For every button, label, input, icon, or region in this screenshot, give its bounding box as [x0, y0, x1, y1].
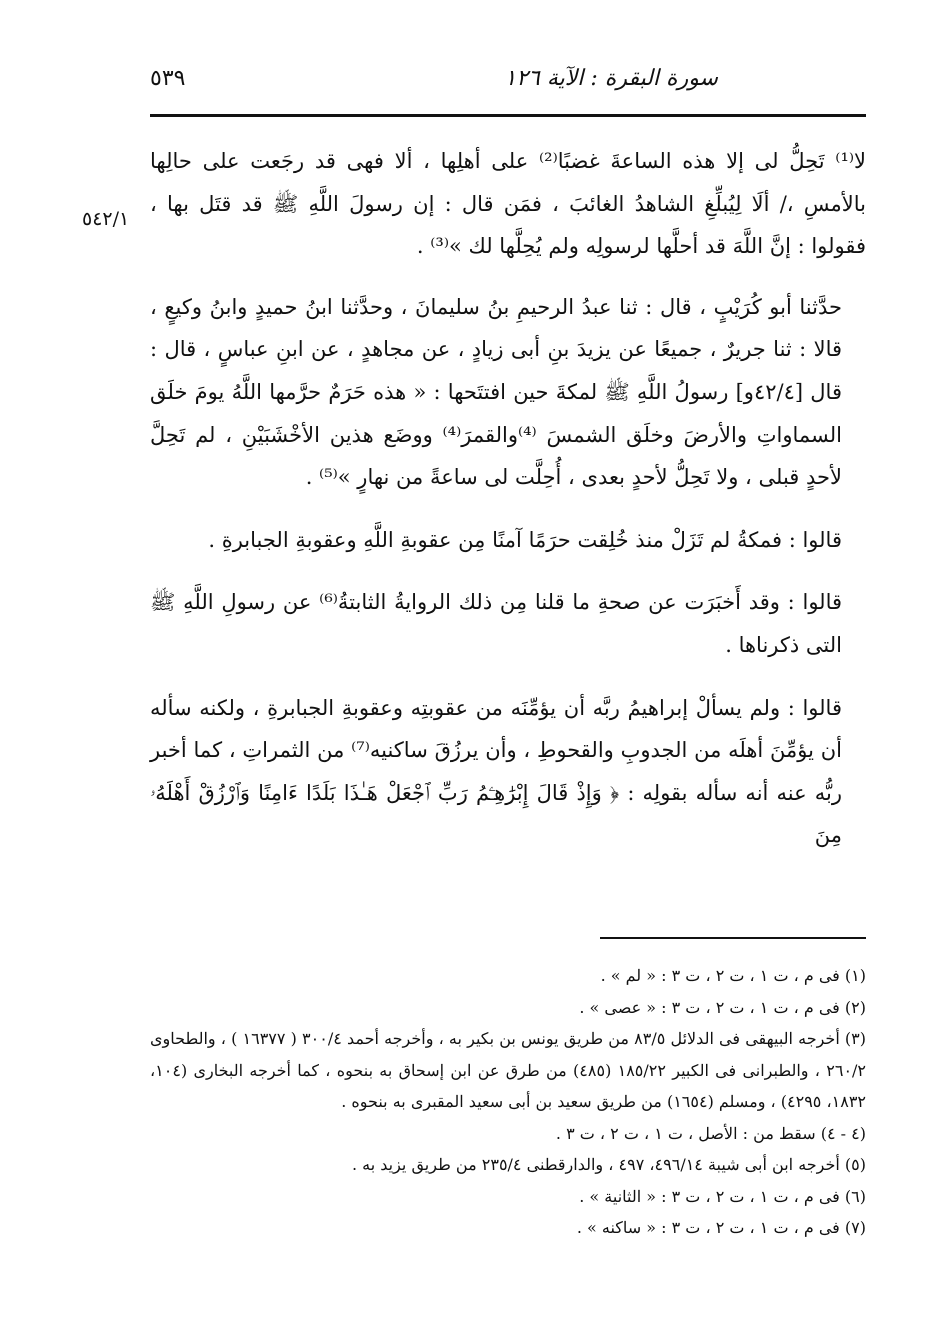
paragraph-3: قالوا : فمكةُ لم تَزَلْ منذ خُلِقت حرَمًا آمنًا مِن عقوبةِ اللَّهِ وعقوبةِ الجبابرةِ . — [208, 527, 842, 552]
footnote-7: (٧) فى م ، ت ١ ، ت ٢ ، ت ٣ : « ساكنه » . — [576, 1218, 866, 1237]
footnote-3: (٣) أخرجه البيهقى فى الدلائل ٨٣/٥ من طريق يونس بن بكير به ، وأخرجه أحمد ٣٠٠/٤ ( ١٦٣٧٧ ) ، والطحاوى ٢٦٠/٢ ، والطبرانى فى الكبير ١٨٥/٢٢ (٤٨٥) من طرق عن ابن إسحاق به بنحوه ، كما أخرجه البخارى (١٠٤، ١٨٣٢، ٤٢٩٥) ، ومسلم (١٦٥٤) من طريق سعيد بن أبى سعيد المقبرى به بنحوه . — [150, 1029, 867, 1111]
paragraph-2: حدَّثنا أبو كُرَيْبٍ ، قال : ثنا عبدُ الرحيمِ بنُ سليمانَ ، وحدَّثنا ابنُ حميدٍ وابنُ وكيعٍ ، قالا : ثنا جريرٌ ، جميعًا عن يزيدَ بنِ أبى زيادٍ ، عن مجاهدٍ ، عن ابنِ عباسٍ ، قال : قال [٤٢/٤و] رسولُ اللَّهِ ﷺ لمكةَ حين افتتَحها : « هذه حَرَمٌ حرَّمها اللَّهُ يومَ خلَق السماواتِ والأرضَ وخلَق الشمسَ ⁽⁴⁾والقمرَ⁽⁴⁾ ووضَع هذين الأخْشَبَيْنِ ، لم تَحِلَّ لأحدٍ قبلى ، ولا تَحِلُّ لأحدٍ بعدى ، أُحِلَّت لى ساعةً من نهارٍ »⁽⁵⁾ . — [150, 294, 843, 490]
footnote-4: (٤ - ٤) سقط من : الأصل ، ت ١ ، ت ٢ ، ت ٣ . — [555, 1123, 866, 1143]
main-text — [150, 140, 866, 877]
paragraph-5: قالوا : ولم يسألْ إبراهيمُ ربَّه أن يؤمِّنَه من عقوبتِه وعقوبةِ الجبابرةِ ، ولكنه سأله أن يؤمِّنَ أهلَه من الجدوبِ والقحوطِ ، وأن يرزُقَ ساكنيه⁽⁷⁾ من الثمراتِ ، كما أخبر ربُّه عنه أنه سأله بقولِه : ﴿ وَإِذْ قَالَ إِبْرَٰهِـۧمُ رَبِّ ٱجْعَلْ هَـٰذَا بَلَدًا ءَامِنًا وَٱرْزُقْ أَهْلَهُۥ مِنَ — [150, 695, 842, 848]
page-header — [150, 58, 866, 106]
footnote-5: (٥) أخرجه ابن أبى شيبة ٤٩٦/١٤، ٤٩٧ ، والدارقطنى ٢٣٥/٤ من طريق يزيد به . — [351, 1155, 866, 1174]
paragraph-1: لا⁽¹⁾ تَحِلُّ لى إلا هذه الساعةَ غضبًا⁽²⁾ على أهلِها ، ألا فهى قد رجَعت على حالِها بالأمسِ ،/ ألَا لِيُبلِّغِ الشاهدُ الغائبَ ، فمَن قال : إن رسولَ اللَّهِ ﷺ قد قتَل بها ، فقولوا : إنَّ اللَّهَ قد أحلَّها لرسولِه ولم يُحِلَّها لك »⁽³⁾ . — [150, 149, 866, 259]
footnote-6: (٦) فى م ، ت ١ ، ت ٢ ، ت ٣ : « الثانية » . — [579, 1186, 866, 1206]
margin-reference: ٥٤٢/١ — [82, 208, 130, 230]
running-title: سورة البقرة : الآية ١٢٦ — [504, 66, 718, 91]
footnote-2: (٢) فى م ، ت ١ ، ت ٢ ، ت ٣ : « عصى » . — [579, 997, 866, 1017]
header-rule — [150, 114, 866, 117]
page-number: ٥٣٩ — [150, 66, 186, 91]
footnote-1: (١) فى م ، ت ١ ، ت ٢ ، ت ٣ : « لم » . — [600, 966, 866, 985]
footnotes — [150, 960, 866, 1244]
footnote-rule — [600, 937, 866, 939]
paragraph-4: قالوا : وقد أَخبَرَت عن صحةِ ما قلنا مِن ذلك الروايةُ الثابتةُ⁽⁶⁾ عن رسولِ اللَّهِ ﷺ التى ذكرناها . — [150, 590, 843, 657]
